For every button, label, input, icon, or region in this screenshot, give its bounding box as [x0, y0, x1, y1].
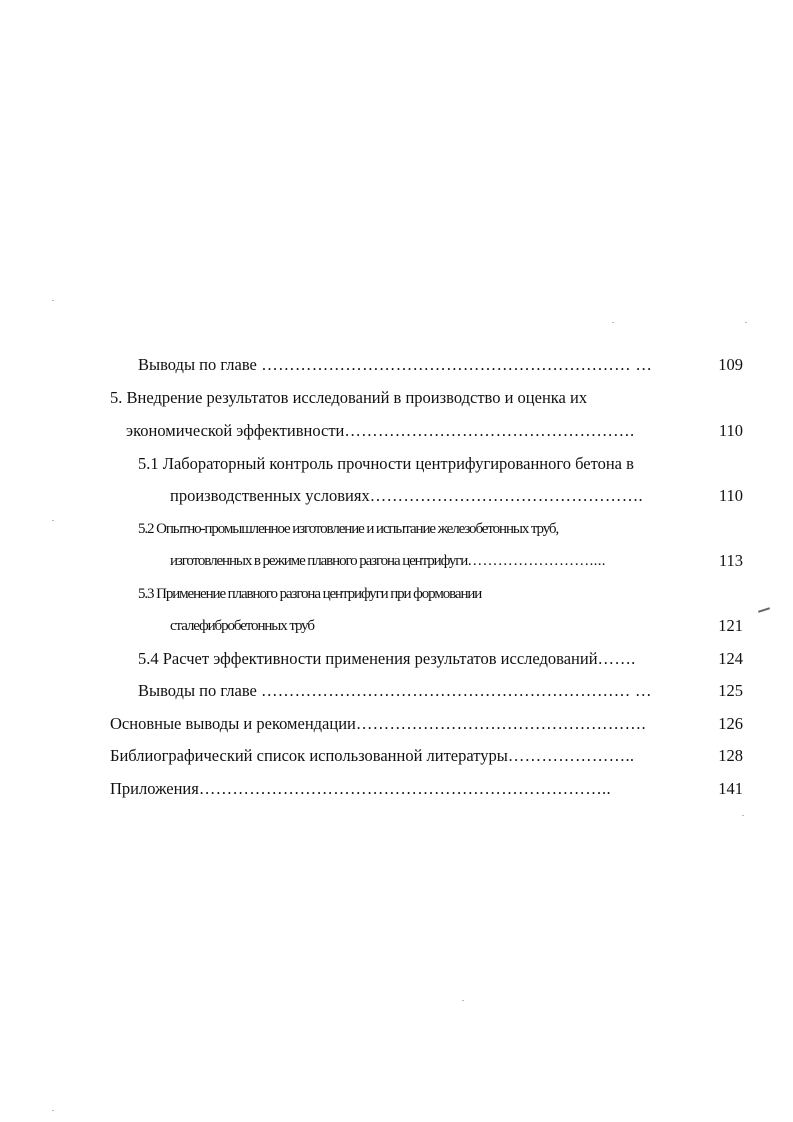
toc-entry-text: производственных условиях [170, 486, 370, 505]
scan-speck [612, 322, 614, 323]
toc-page-number: 124 [718, 649, 743, 668]
toc-entry-conclusions-ch5 [138, 681, 693, 701]
toc-entry-appendices [110, 779, 702, 799]
toc-entry-bibliography [110, 746, 700, 766]
toc-leader-dots: ……. [597, 649, 636, 668]
toc-page-number: 113 [718, 551, 743, 570]
toc-leader-dots: …………………………………………. [369, 486, 643, 505]
toc-page-number: 128 [718, 746, 743, 765]
toc-entry-text: сталефибробетонных труб [170, 618, 314, 634]
toc-entry-5-3 [138, 584, 588, 604]
toc-leader-dots: ………………………………………………………… … [261, 681, 652, 700]
toc-entry-main-conclusions [110, 714, 700, 734]
toc-entry-text: Выводы по главе [138, 355, 257, 374]
scan-speck [52, 1110, 54, 1111]
toc-entry-5-1 [138, 454, 708, 474]
toc-page-number: 109 [718, 355, 743, 374]
toc-page-number: 110 [718, 421, 743, 440]
toc-leader-dots: ……………………………………………. [344, 421, 635, 440]
toc-entry-5-2 [138, 519, 698, 539]
toc-entry-text: 5.2 Опытно-промышленное изготовление и испытание железобетонных труб, [138, 521, 559, 537]
scan-speck [462, 1000, 464, 1001]
toc-entry-text: 5.1 Лабораторный контроль прочности центрифугированного бетона в [138, 454, 634, 473]
toc-page-number: 125 [718, 681, 743, 700]
toc-leader-dots: ……………………………………………. [355, 714, 646, 733]
toc-page-number: 110 [718, 486, 743, 505]
toc-entry-chapter-5 [110, 388, 710, 408]
toc-entry-5-1-cont [170, 486, 695, 506]
toc-entry-text: 5. Внедрение результатов исследований в производство и оценка их [110, 388, 588, 407]
toc-entry-chapter-5-cont [126, 421, 698, 441]
toc-entry-5-2-cont [170, 551, 705, 571]
toc-leader-dots: ……………………………………………………………….. [198, 779, 611, 798]
toc-entry-text: Приложения [110, 779, 199, 798]
toc-entry-conclusions-ch4 [138, 355, 693, 375]
scan-speck [52, 300, 54, 301]
toc-page-number: 121 [718, 616, 743, 635]
toc-leader-dots: ………………….. [507, 746, 635, 765]
toc-leader-dots: ………………………………………………………… … [256, 355, 653, 374]
toc-entry-text: изготовленных в режиме плавного разгона центрифуги [170, 553, 468, 569]
toc-entry-text: Библиографический список использованной литературы [110, 746, 508, 765]
scan-speck [745, 322, 747, 323]
scan-speck [52, 520, 54, 521]
toc-entry-text: экономической эффективности [126, 421, 345, 440]
toc-entry-text: 5.4 Расчет эффективности применения результатов исследований [138, 649, 598, 668]
toc-entry-text: 5.3 Применение плавного разгона центрифуги при формовании [138, 586, 482, 602]
toc-entry-5-3-cont [170, 616, 370, 636]
toc-entry-5-4 [138, 649, 701, 669]
toc-entry-text: Основные выводы и рекомендации [110, 714, 356, 733]
scan-pen-mark [758, 607, 770, 613]
scan-speck [742, 815, 744, 816]
toc-page-number: 141 [718, 779, 743, 798]
toc-page-number: 126 [718, 714, 743, 733]
toc-leader-dots: …………………….... [467, 553, 606, 569]
toc-entry-text: Выводы по главе [138, 681, 261, 700]
